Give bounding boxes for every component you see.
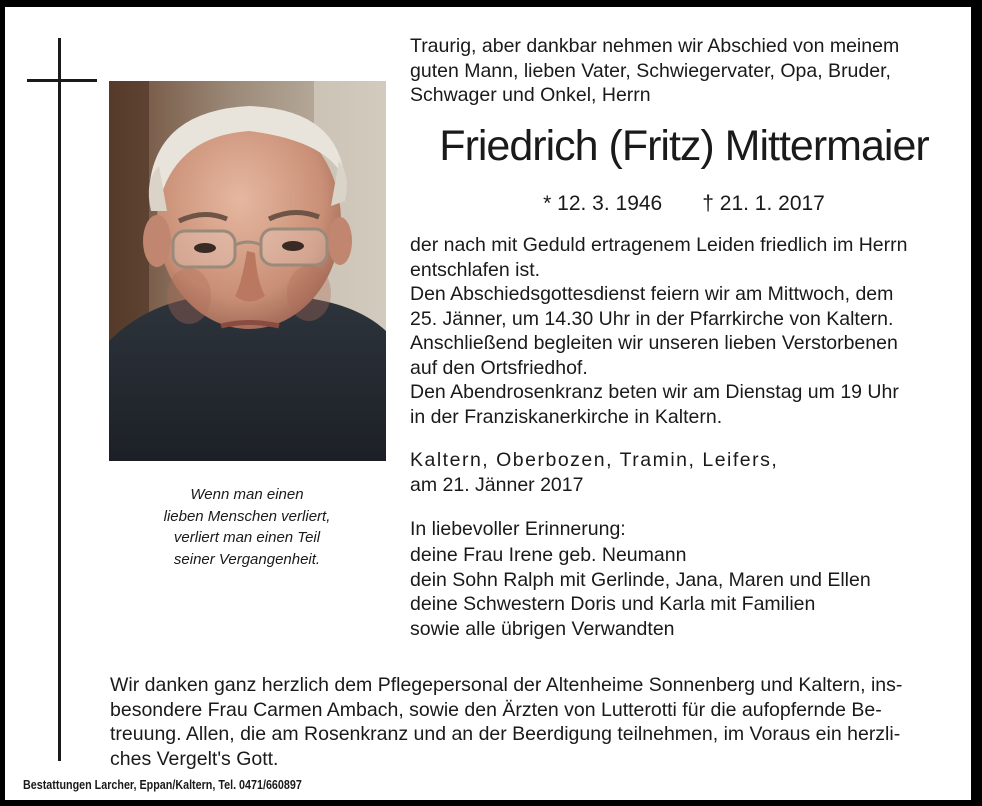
cross-bar-icon — [27, 79, 97, 82]
deceased-name: Friedrich (Fritz) Mittermaier — [439, 122, 929, 170]
quote-line: seiner Vergangenheit. — [173, 550, 321, 568]
body-line: 25. Jänner, um 14.30 Uhr in der Pfarrkirche von Kaltern. — [410, 307, 894, 330]
body-line: in der Franziskanerkirche in Kaltern. — [410, 405, 723, 428]
funeral-home-footer: Bestattungen Larcher, Eppan/Kaltern, Tel. 0471/660897 — [23, 778, 302, 792]
place-line: Kaltern, Oberbozen, Tramin, Leifers, — [410, 449, 779, 471]
mourner-line: sowie alle übrigen Verwandten — [410, 617, 675, 640]
intro-line: guten Mann, lieben Vater, Schwiegervater, Opa, Bruder, — [410, 59, 891, 82]
quote-line: verliert man einen Teil — [173, 529, 321, 546]
portrait-photo — [109, 81, 386, 461]
body-line: Den Abendrosenkranz beten wir am Dienstag um 19 Uhr — [410, 381, 899, 403]
cross-icon — [58, 38, 61, 761]
intro-line: Traurig, aber dankbar nehmen wir Abschied von meinem — [410, 35, 900, 57]
body-line: Den Abschiedsgottesdienst feiern wir am Mittwoch, dem — [410, 283, 894, 305]
quote-line: lieben Menschen verliert, — [163, 507, 331, 525]
place-and-date — [410, 448, 958, 497]
memory-title: In liebevoller Erinnerung: — [410, 518, 626, 540]
quote-line: Wenn man einen — [190, 486, 304, 503]
body-line: entschlafen ist. — [410, 258, 541, 281]
service-details — [410, 233, 958, 429]
body-line: Anschließend begleiten wir unseren lieben Verstorbenen — [410, 332, 898, 354]
body-line: auf den Ortsfriedhof. — [410, 356, 588, 379]
birth-date: * 12. 3. 1946 — [543, 192, 663, 215]
mourner-line: deine Frau Irene geb. Neumann — [410, 544, 687, 566]
intro-line: Schwager und Onkel, Herrn — [410, 84, 651, 106]
mourner-line: dein Sohn Ralph mit Gerlinde, Jana, Maren und Ellen — [410, 568, 871, 591]
thanks-line: treuung. Allen, die am Rosenkranz und an der Beerdigung teilnehmen, im Voraus ein herzli- — [110, 723, 901, 745]
thanks-line: Wir danken ganz herzlich dem Pflegepersonal der Altenheime Sonnenberg und Kaltern, ins- — [110, 674, 903, 696]
mourners-list — [410, 543, 958, 641]
thanks-line: besondere Frau Carmen Ambach, sowie den Ärzten von Lutterotti für die aufopfernde Be- — [110, 698, 882, 721]
obituary-notice — [5, 7, 971, 800]
memorial-quote — [117, 484, 377, 570]
intro-text — [410, 34, 958, 108]
thanks-line: ches Vergelt's Gott. — [110, 747, 279, 770]
mourner-line: deine Schwestern Doris und Karla mit Familien — [410, 593, 816, 615]
life-dates — [410, 191, 958, 217]
thanks-paragraph — [110, 673, 958, 771]
death-date: † 21. 1. 2017 — [702, 192, 825, 215]
date-line: am 21. Jänner 2017 — [410, 473, 584, 496]
body-line: der nach mit Geduld ertragenem Leiden friedlich im Herrn — [410, 234, 908, 256]
